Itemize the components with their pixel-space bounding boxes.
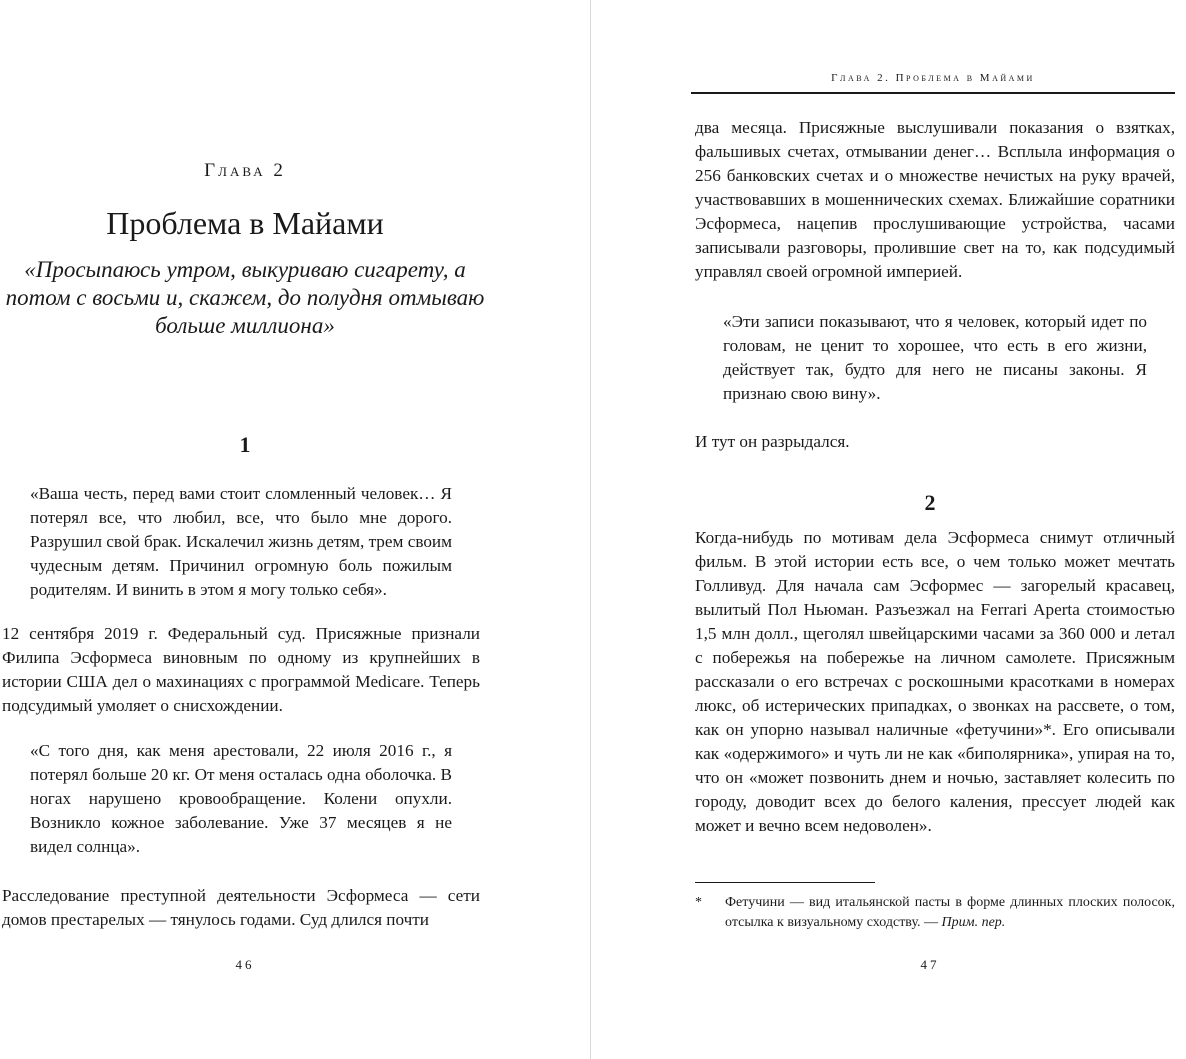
body-paragraph: Расследование преступной деятельности Эсформеса — сети домов престарелых — тянулось годами. Суд длился почти [2, 886, 480, 929]
footnote-text [725, 893, 1175, 933]
body-paragraph: два месяца. Присяжные выслушивали показания о взятках, фальшивых счетах, отмывании денег… Всплыла информация о 256 банковских счетах и о множестве нечистых на руку врачей, участвовавших в мошеннических схемах. Ближайшие соратники Эсформеса, нацепив прослушивающие устройства, часами записывали разговоры, пролившие свет на то, как подсудимый управлял своей огромной империей. [695, 118, 1175, 281]
chapter-title: Проблема в Майами [106, 205, 384, 241]
quote-block: «С того дня, как меня арестовали, 22 июля 2016 г., я потерял больше 20 кг. От меня осталась одна оболочка. В ногах нарушено кровообращение. Колени опухли. Возникло кожное заболевание. Уже 37 месяцев я не видел солнца». [30, 741, 452, 856]
page-number: 46 [235, 957, 255, 972]
chapter-label: Глава 2 [204, 160, 286, 181]
footnote-marker: * [695, 895, 702, 910]
footnote [695, 893, 1175, 933]
right-page [591, 0, 1186, 1059]
quote-block: «Эти записи показывают, что я человек, который идет по головам, не ценит то хорошее, что есть в его жизни, действует так, будто для него не писаны законы. Я признаю свою вину». [723, 312, 1147, 403]
footnote-rule [695, 882, 875, 883]
epigraph: «Просыпаюсь утром, выкуриваю сигарету, а потом с восьми и, скажем, до полудня отмываю больше миллиона» [5, 257, 485, 338]
footnote-abbreviation: Прим. пер. [941, 915, 1006, 930]
body-paragraph: 12 сентября 2019 г. Федеральный суд. Присяжные признали Филипа Эсформеса виновным по одному из крупнейших в истории США дел о махинациях с программой Medicare. Теперь подсудимый умоляет о снисхождении. [2, 624, 480, 715]
running-head: Глава 2. Проблема в Майами [831, 72, 1035, 84]
body-paragraph: И тут он разрыдался. [695, 432, 850, 451]
page-number: 47 [920, 957, 940, 972]
footnote-body: Фетучини — вид итальянской пасты в форме длинных плоских полосок, отсылка к визуальному сходству. — [725, 895, 1175, 930]
section-number-2: 2 [924, 490, 936, 515]
header-rule [691, 92, 1175, 94]
left-page [0, 0, 590, 1059]
body-paragraph: Когда-нибудь по мотивам дела Эсформеса снимут отличный фильм. В этой истории есть все, о чем только может мечтать Голливуд. Для начала сам Эсформес — загорелый красавец, вылитый Пол Ньюман. Разъезжал на Ferrari Aperta стоимостью 1,5 млн долл., щеголял швейцарскими часами за 360 000 и летал с побережья на побережье на личном самолете. Присяжным рассказали о его встречах с роскошными красотками в номерах люкс, об истерических припадках, о звонках на рассвете, о том, как он упорно называл наличные «фетучини»*. Его описывали как «одержимого» и чуть ли не как «биполярника», упирая на то, что он «может позвонить днем и ночью, заставляет колесить по городу, доводит всех до белого каления, прессует людей как может и вечно всем недоволен». [695, 528, 1175, 835]
section-number-1: 1 [239, 432, 251, 457]
quote-block: «Ваша честь, перед вами стоит сломленный человек… Я потерял все, что любил, все, что было мне дорого. Разрушил свой брак. Искалечил жизнь детям, трем своим чудесным детям. Причинил огромную боль пожилым родителям. И винить в этом я могу только себя». [30, 484, 452, 599]
